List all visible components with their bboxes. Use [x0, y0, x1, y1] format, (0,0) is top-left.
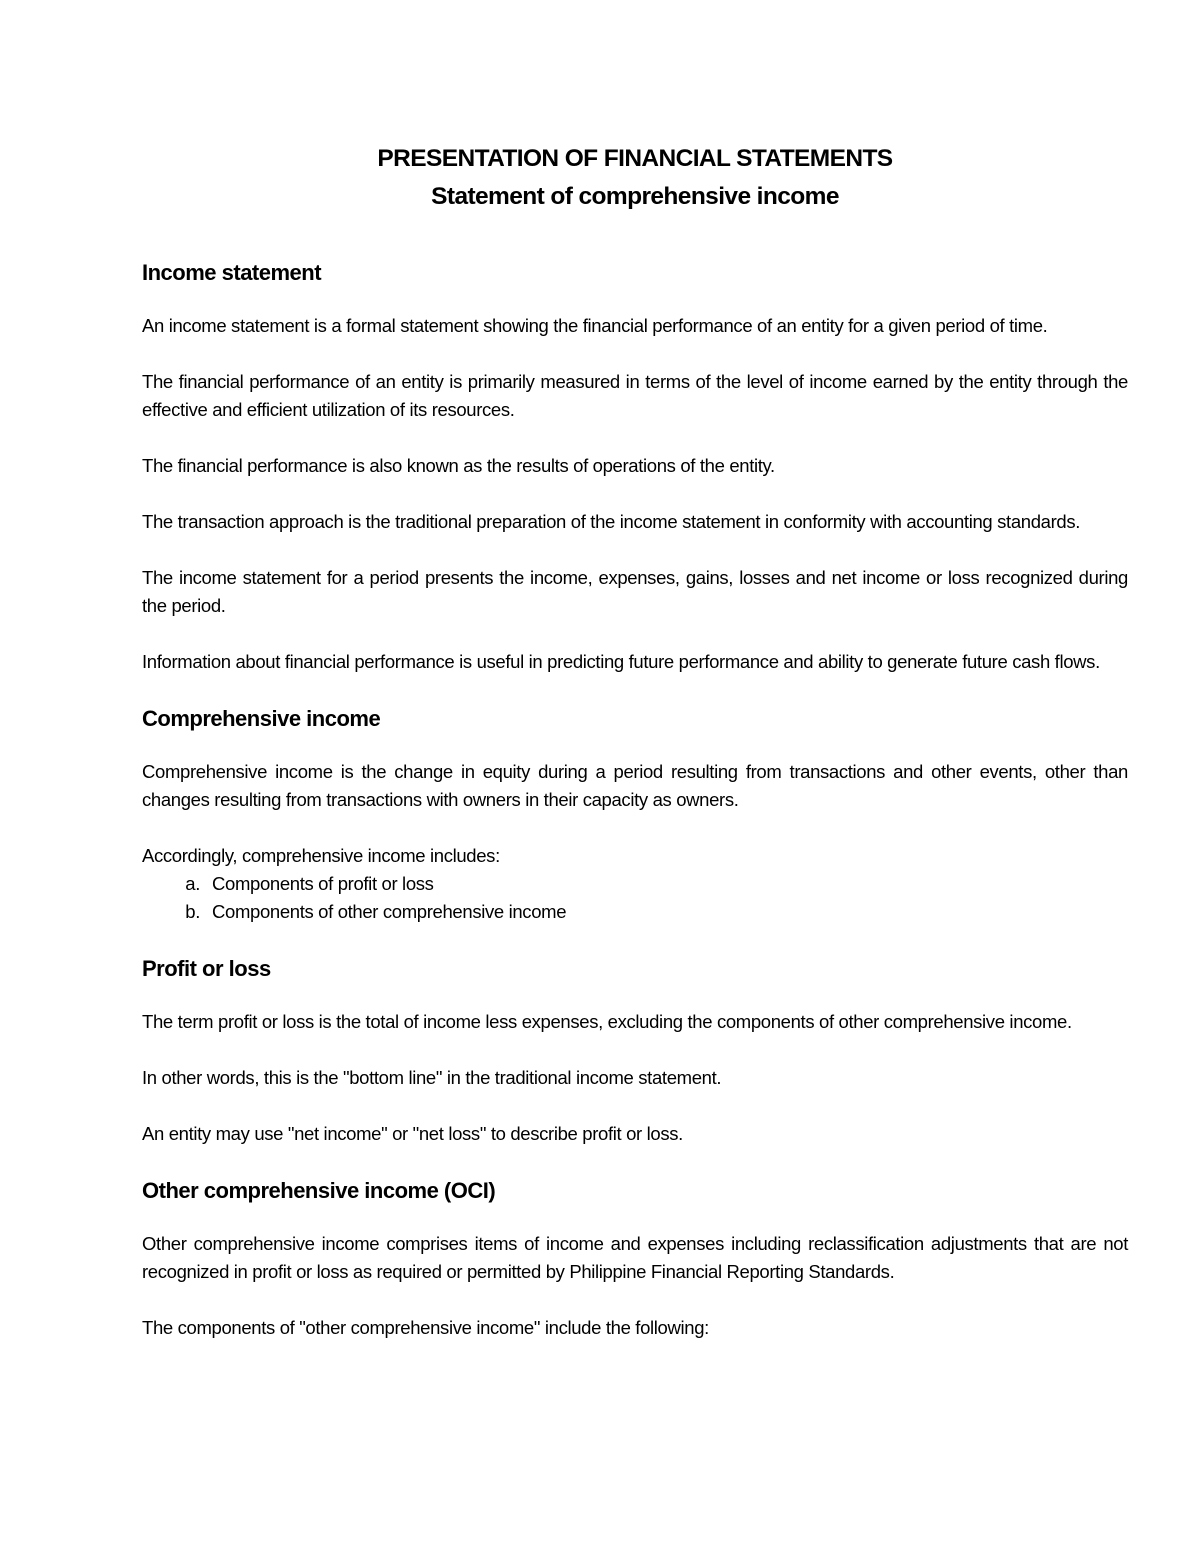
list-marker: a. — [185, 873, 200, 894]
section-heading: Comprehensive income — [142, 706, 381, 731]
section-heading: Other comprehensive income (OCI) — [142, 1178, 496, 1203]
list-item — [142, 870, 1128, 898]
document-title: PRESENTATION OF FINANCIAL STATEMENTS — [377, 145, 893, 172]
section-heading: Profit or loss — [142, 956, 271, 981]
title-block — [142, 140, 1128, 216]
paragraph: In other words, this is the "bottom line" in the traditional income statement. — [142, 1067, 722, 1088]
paragraph: Other comprehensive income comprises items of income and expenses including reclassification adjustments that are not recognized in profit or loss as required or permitted by Philippine Financial Reporting Standards. — [142, 1233, 1128, 1282]
paragraph: Comprehensive income is the change in equity during a period resulting from transactions and other events, other than changes resulting from transactions with owners in their capacity as owners. — [142, 761, 1128, 810]
paragraph: Information about financial performance is useful in predicting future performance and ability to generate future cash flows. — [142, 651, 1100, 672]
document-subtitle: Statement of comprehensive income — [431, 183, 839, 210]
list-item-text: Components of other comprehensive income — [212, 901, 567, 922]
paragraph: An entity may use "net income" or "net loss" to describe profit or loss. — [142, 1123, 683, 1144]
section-oci — [142, 1176, 1128, 1342]
paragraph: The components of "other comprehensive income" include the following: — [142, 1317, 709, 1338]
section-income-statement — [142, 258, 1128, 676]
components-list — [142, 870, 1128, 926]
paragraph: The term profit or loss is the total of income less expenses, excluding the components of other comprehensive income. — [142, 1011, 1072, 1032]
paragraph: The transaction approach is the traditional preparation of the income statement in conformity with accounting standards. — [142, 511, 1081, 532]
paragraph: The financial performance of an entity is primarily measured in terms of the level of income earned by the entity through the effective and efficient utilization of its resources. — [142, 371, 1128, 420]
paragraph: The financial performance is also known as the results of operations of the entity. — [142, 455, 775, 476]
list-item-text: Components of profit or loss — [212, 873, 434, 894]
paragraph: Accordingly, comprehensive income includes: — [142, 845, 500, 866]
list-marker: b. — [185, 901, 200, 922]
paragraph: An income statement is a formal statement showing the financial performance of an entity for a given period of time. — [142, 315, 1048, 336]
paragraph: The income statement for a period presents the income, expenses, gains, losses and net income or loss recognized during the period. — [142, 567, 1128, 616]
section-heading: Income statement — [142, 260, 322, 285]
section-comprehensive-income — [142, 704, 1128, 926]
list-item — [142, 898, 1128, 926]
section-profit-or-loss — [142, 954, 1128, 1148]
document-page — [142, 140, 1128, 1370]
